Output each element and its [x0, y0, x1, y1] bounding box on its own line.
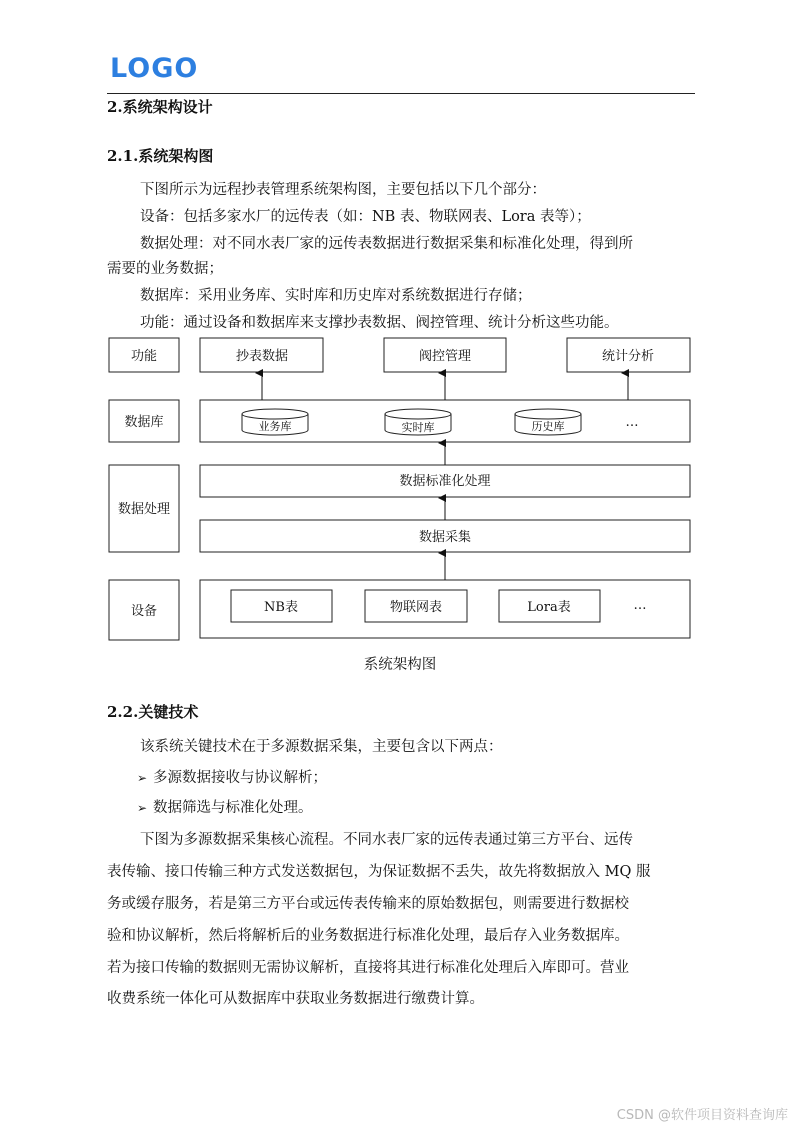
paragraph: 功能：通过设备和数据库来支撑抄表数据、阀控管理、统计分析这些功能。: [140, 315, 619, 331]
watermark: CSDN @软件项目资料查询库: [616, 1108, 788, 1123]
paragraph: 收费系统一体化可从数据库中获取业务数据进行缴费计算。: [107, 991, 484, 1007]
arrow-bullet-icon: ➢: [137, 771, 148, 785]
diagram-caption: 系统架构图: [363, 657, 437, 673]
arrow-bullet-icon: ➢: [137, 801, 148, 815]
paragraph: 需要的业务数据；: [107, 261, 223, 277]
paragraph: 验和协议解析，然后将解析后的业务数据进行标准化处理，最后存入业务数据库。: [107, 928, 629, 944]
bullet-item: [137, 768, 327, 788]
section-2-title: 2.系统架构设计: [107, 98, 213, 116]
paragraph: 下图所示为远程抄表管理系统架构图，主要包括以下几个部分：: [140, 182, 546, 198]
paragraph: 设备：包括多家水厂的远传表（如：NB 表、物联网表、Lora 表等）；: [140, 209, 591, 225]
bullet-item: [137, 798, 313, 818]
db-more: …: [625, 415, 639, 430]
section-2-2-title: 2.2.关键技术: [107, 703, 199, 721]
device-iot: 物联网表: [389, 600, 443, 615]
bullet-text: 数据筛选与标准化处理。: [153, 800, 313, 816]
function-statistics: 统计分析: [601, 349, 655, 364]
paragraph: 数据处理：对不同水表厂家的远传表数据进行数据采集和标准化处理，得到所: [140, 236, 633, 252]
device-lora: Lora表: [527, 600, 571, 615]
device-nb: NB表: [264, 600, 298, 615]
paragraph: 若为接口传输的数据则无需协议解析，直接将其进行标准化处理后入库即可。营业: [107, 960, 629, 976]
layer-label-function: 功能: [130, 349, 158, 364]
device-more: …: [633, 598, 647, 613]
layer-label-database: 数据库: [124, 415, 164, 430]
paragraph: 下图为多源数据采集核心流程。不同水表厂家的远传表通过第三方平台、远传: [140, 832, 633, 848]
collect-label: 数据采集: [418, 530, 472, 545]
layer-label-processing: 数据处理: [117, 502, 171, 517]
db-business: 业务库: [258, 420, 292, 433]
bullet-text: 多源数据接收与协议解析；: [153, 770, 327, 786]
paragraph: 表传输、接口传输三种方式发送数据包，为保证数据不丢失，故先将数据放入 MQ 服: [107, 864, 651, 880]
paragraph: 务或缓存服务，若是第三方平台或远传表传输来的原始数据包，则需要进行数据校: [107, 896, 629, 912]
logo: LOGO: [110, 53, 199, 84]
section-2-1-title: 2.1.系统架构图: [107, 147, 214, 165]
function-valve-control: 阀控管理: [418, 349, 472, 364]
db-history: 历史库: [531, 420, 565, 433]
paragraph: 该系统关键技术在于多源数据采集，主要包含以下两点：: [140, 739, 503, 755]
standardize-label: 数据标准化处理: [399, 474, 491, 489]
paragraph: 数据库：采用业务库、实时库和历史库对系统数据进行存储；: [140, 288, 532, 304]
db-realtime: 实时库: [401, 421, 435, 434]
layer-label-device: 设备: [130, 604, 158, 619]
function-meter-reading: 抄表数据: [235, 349, 289, 364]
